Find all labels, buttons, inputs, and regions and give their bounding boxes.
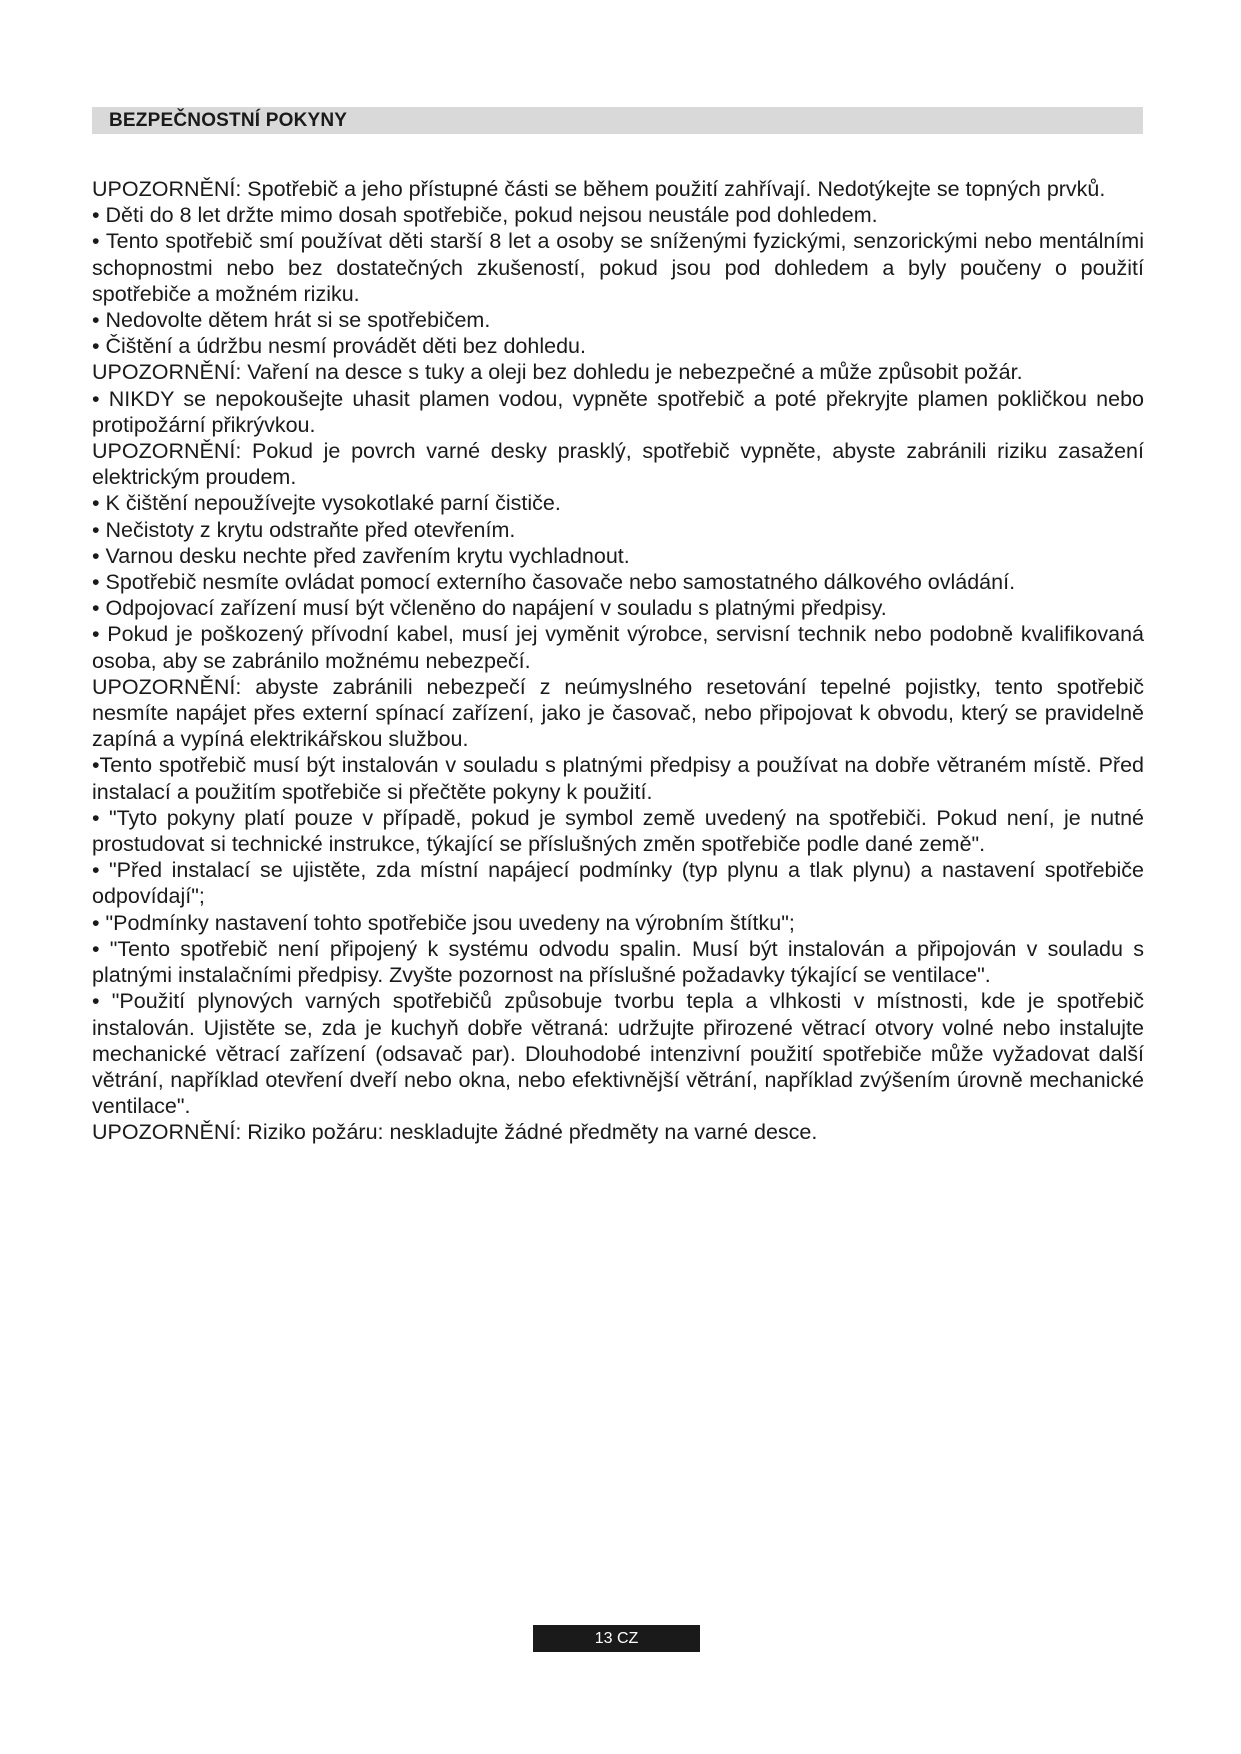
bullet-item: • Varnou desku nechte před zavřením krytu vychladnout. <box>92 543 630 568</box>
bullet-item: • Čištění a údržbu nesmí provádět děti bez dohledu. <box>92 334 586 359</box>
warning-paragraph: UPOZORNĚNÍ: Vaření na desce s tuky a oleji bez dohledu je nebezpečné a může způsobit požár. <box>92 360 1023 385</box>
bullet-item: • Nedovolte dětem hrát si se spotřebičem. <box>92 308 491 333</box>
bullet-item: • "Tento spotřebič není připojený k systému odvodu spalin. Musí být instalován a připojován v souladu s platnými instalačními předpisy. Zvyšte pozornost na příslušné požadavky týkající se ventilace". <box>92 936 1144 988</box>
bullet-item: • "Před instalací se ujistěte, zda místní napájecí podmínky (typ plynu a tlak plynu) a nastavení spotřebiče odpovídají"; <box>92 858 1144 909</box>
warning-paragraph: UPOZORNĚNÍ: Pokud je povrch varné desky prasklý, spotřebič vypněte, abyste zabránili riziku zasažení elektrickým proudem. <box>92 439 1144 490</box>
bullet-item: • Tento spotřebič smí používat děti starší 8 let a osoby se sníženými fyzickými, senzorickými nebo mentálními schopnostmi nebo bez dostatečných zkušeností, pokud jsou pod dohledem a byly poučeny o použití spotřebiče a možném riziku. <box>92 229 1144 306</box>
bullet-item: • Pokud je poškozený přívodní kabel, musí jej vyměnit výrobce, servisní technik nebo podobně kvalifikovaná osoba, aby se zabránilo možnému nebezpečí. <box>92 622 1144 673</box>
warning-paragraph: UPOZORNĚNÍ: Spotřebič a jeho přístupné části se během použití zahřívají. Nedotýkejte se topných prvků. <box>92 177 1106 201</box>
warning-paragraph: UPOZORNĚNÍ: Riziko požáru: neskladujte žádné předměty na varné desce. <box>92 1120 818 1145</box>
bullet-item: • "Tyto pokyny platí pouze v případě, pokud je symbol země uvedený na spotřebiči. Pokud není, je nutné prostudovat si technické instrukce, týkající se příslušných změn spotřebiče podle dané země". <box>92 805 1144 857</box>
bullet-item: • K čištění nepoužívejte vysokotlaké parní čističe. <box>92 491 561 516</box>
section-header-bar <box>92 107 1143 134</box>
safety-instructions-body <box>92 176 1144 1146</box>
warning-paragraph: UPOZORNĚNÍ: abyste zabránili nebezpečí z neúmyslného resetování tepelné pojistky, tento spotřebič nesmíte napájet přes externí spínací zařízení, jako je časovač, nebo připojovat k obvodu, který se pravidelně zapíná a vypíná elektrikářskou službou. <box>92 674 1144 752</box>
section-title: BEZPEČNOSTNÍ POKYNY <box>109 110 348 131</box>
bullet-item: • NIKDY se nepokoušejte uhasit plamen vodou, vypněte spotřebič a poté překryjte plamen pokličkou nebo protipožární přikrývkou. <box>92 386 1144 437</box>
bullet-item: • Odpojovací zařízení musí být včleněno do napájení v souladu s platnými předpisy. <box>92 596 887 621</box>
bullet-item: • Nečistoty z krytu odstraňte před otevřením. <box>92 517 516 542</box>
page-number: 13 CZ <box>533 1625 700 1652</box>
bullet-item: •Tento spotřebič musí být instalován v souladu s platnými předpisy a používat na dobře větraném místě. Před instalací a použitím spotřebiče si přečtěte pokyny k použití. <box>92 753 1144 804</box>
bullet-item: • Děti do 8 let držte mimo dosah spotřebiče, pokud nejsou neustále pod dohledem. <box>92 203 878 228</box>
bullet-item: • "Podmínky nastavení tohto spotřebiče jsou uvedeny na výrobním štítku"; <box>92 910 795 935</box>
bullet-item: • Spotřebič nesmíte ovládat pomocí externího časovače nebo samostatného dálkového ovládání. <box>92 570 1016 595</box>
bullet-item: • "Použití plynových varných spotřebičů způsobuje tvorbu tepla a vlhkosti v místnosti, kde je spotřebič instalován. Ujistěte se, zda je kuchyň dobře větraná: udržujte přirozené větrací otvory volné nebo instalujte mechanické větrací zařízení (odsavač par). Dlouhodobé intenzivní použití spotřebiče může vyžadovat další větrání, například otevření dveří nebo okna, nebo efektivnější větrání, například zvýšením úrovně mechanické ventilace". <box>92 989 1144 1119</box>
